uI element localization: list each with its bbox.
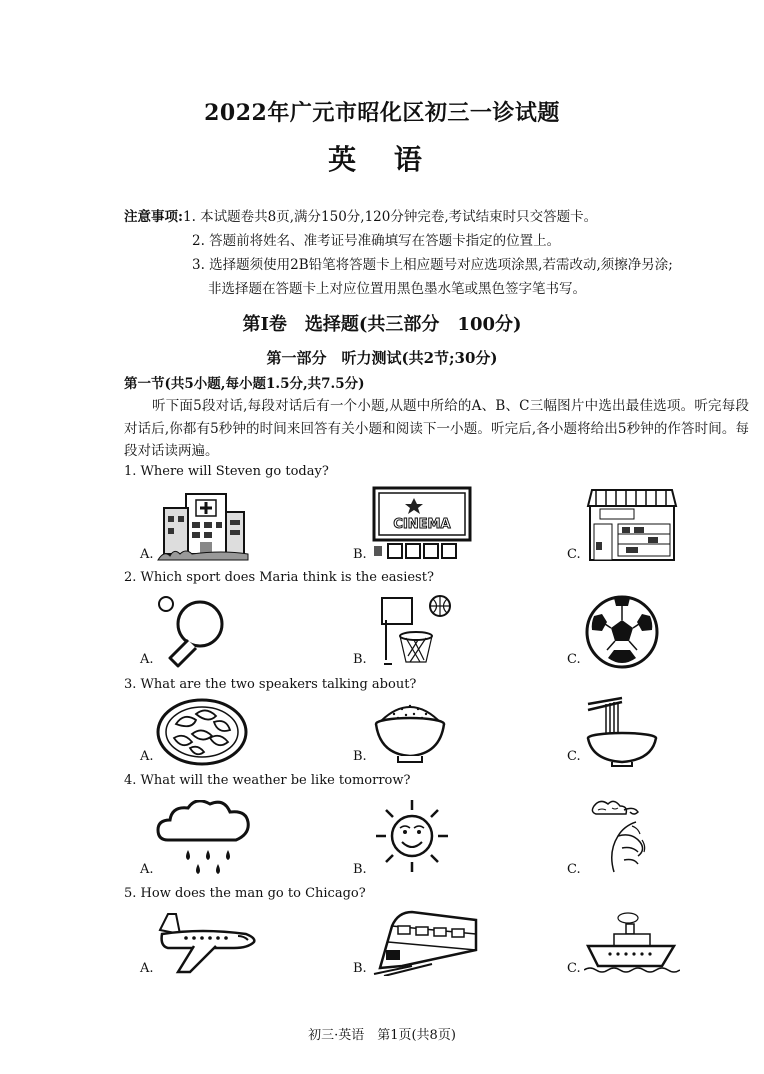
section-title: 第一部分 听力测试(共2节;30分) [266,349,498,367]
option-c: C. [567,862,581,877]
windy-picture [588,796,658,876]
subsection-title: 第一节(共5小题,每小题1.5分,共7.5分) [124,376,365,392]
option-b: B. [353,961,367,976]
soccer-picture [584,594,660,670]
note-item-3-cont: 非选择题在答题卡上对应位置用黑色墨水笔或黑色签字笔书写。 [208,281,586,297]
question-3: 3. What are the two speakers talking about? [124,677,417,692]
question-4: 4. What will the weather be like tomorrow? [124,773,411,788]
option-b: B. [353,652,367,667]
bookstore-picture [586,486,678,562]
instructions: 听下面5段对话,每段对话后有一个小题,从题中所给的A、B、C三幅图片中选出最佳选项。听完每段对话后,你都有5秒钟的时间来回答有关小题和阅读下一小题。听完后,各小题将给出5秒钟的作答时间。每段对话读两遍。 [124,398,749,459]
option-c: C. [567,961,581,976]
option-a: A. [140,961,154,976]
part-title: 第Ⅰ卷 选择题(共三部分 100分) [242,314,522,335]
sunny-picture [372,796,452,876]
notes-label: 注意事项: [124,209,183,225]
note-item-2: 2. 答题前将姓名、准考证号准确填写在答题卡指定的位置上。 [192,233,561,249]
subject-title: 英 语 [328,143,436,176]
plane-picture [154,910,258,976]
hospital-picture [156,486,252,562]
option-c: C. [567,652,581,667]
option-b: B. [353,749,367,764]
basketball-picture [380,590,460,670]
option-a: A. [140,547,154,562]
question-1: 1. Where will Steven go today? [124,464,329,479]
noodles-picture [582,694,662,768]
exam-title: 2022年广元市昭化区初三一诊试题 [204,100,560,126]
notes-block [124,205,754,301]
cinema-picture [370,486,474,562]
option-b: B. [353,862,367,877]
note-item-3: 3. 选择题须使用2B铅笔将答题卡上相应题号对应选项涂黑,若需改动,须擦净另涂; [192,257,673,273]
option-c: C. [567,547,581,562]
option-a: A. [140,749,154,764]
cinema-sign: CINEMA [393,517,451,532]
option-a: A. [140,652,154,667]
question-2: 2. Which sport does Maria think is the easiest? [124,570,434,585]
rice-picture [370,694,450,768]
page-footer: 初三·英语 第1页(共8页) [308,1028,456,1043]
ship-picture [584,910,680,976]
ping-pong-picture [154,590,234,670]
dumplings-picture [154,696,250,768]
option-c: C. [567,749,581,764]
option-b: B. [353,547,367,562]
question-5: 5. How does the man go to Chicago? [124,886,366,901]
option-a: A. [140,862,154,877]
rainy-picture [154,800,254,880]
train-picture [372,906,482,976]
note-item-1: 1. 本试题卷共8页,满分150分,120分钟完卷,考试结束时只交答题卡。 [182,209,598,225]
